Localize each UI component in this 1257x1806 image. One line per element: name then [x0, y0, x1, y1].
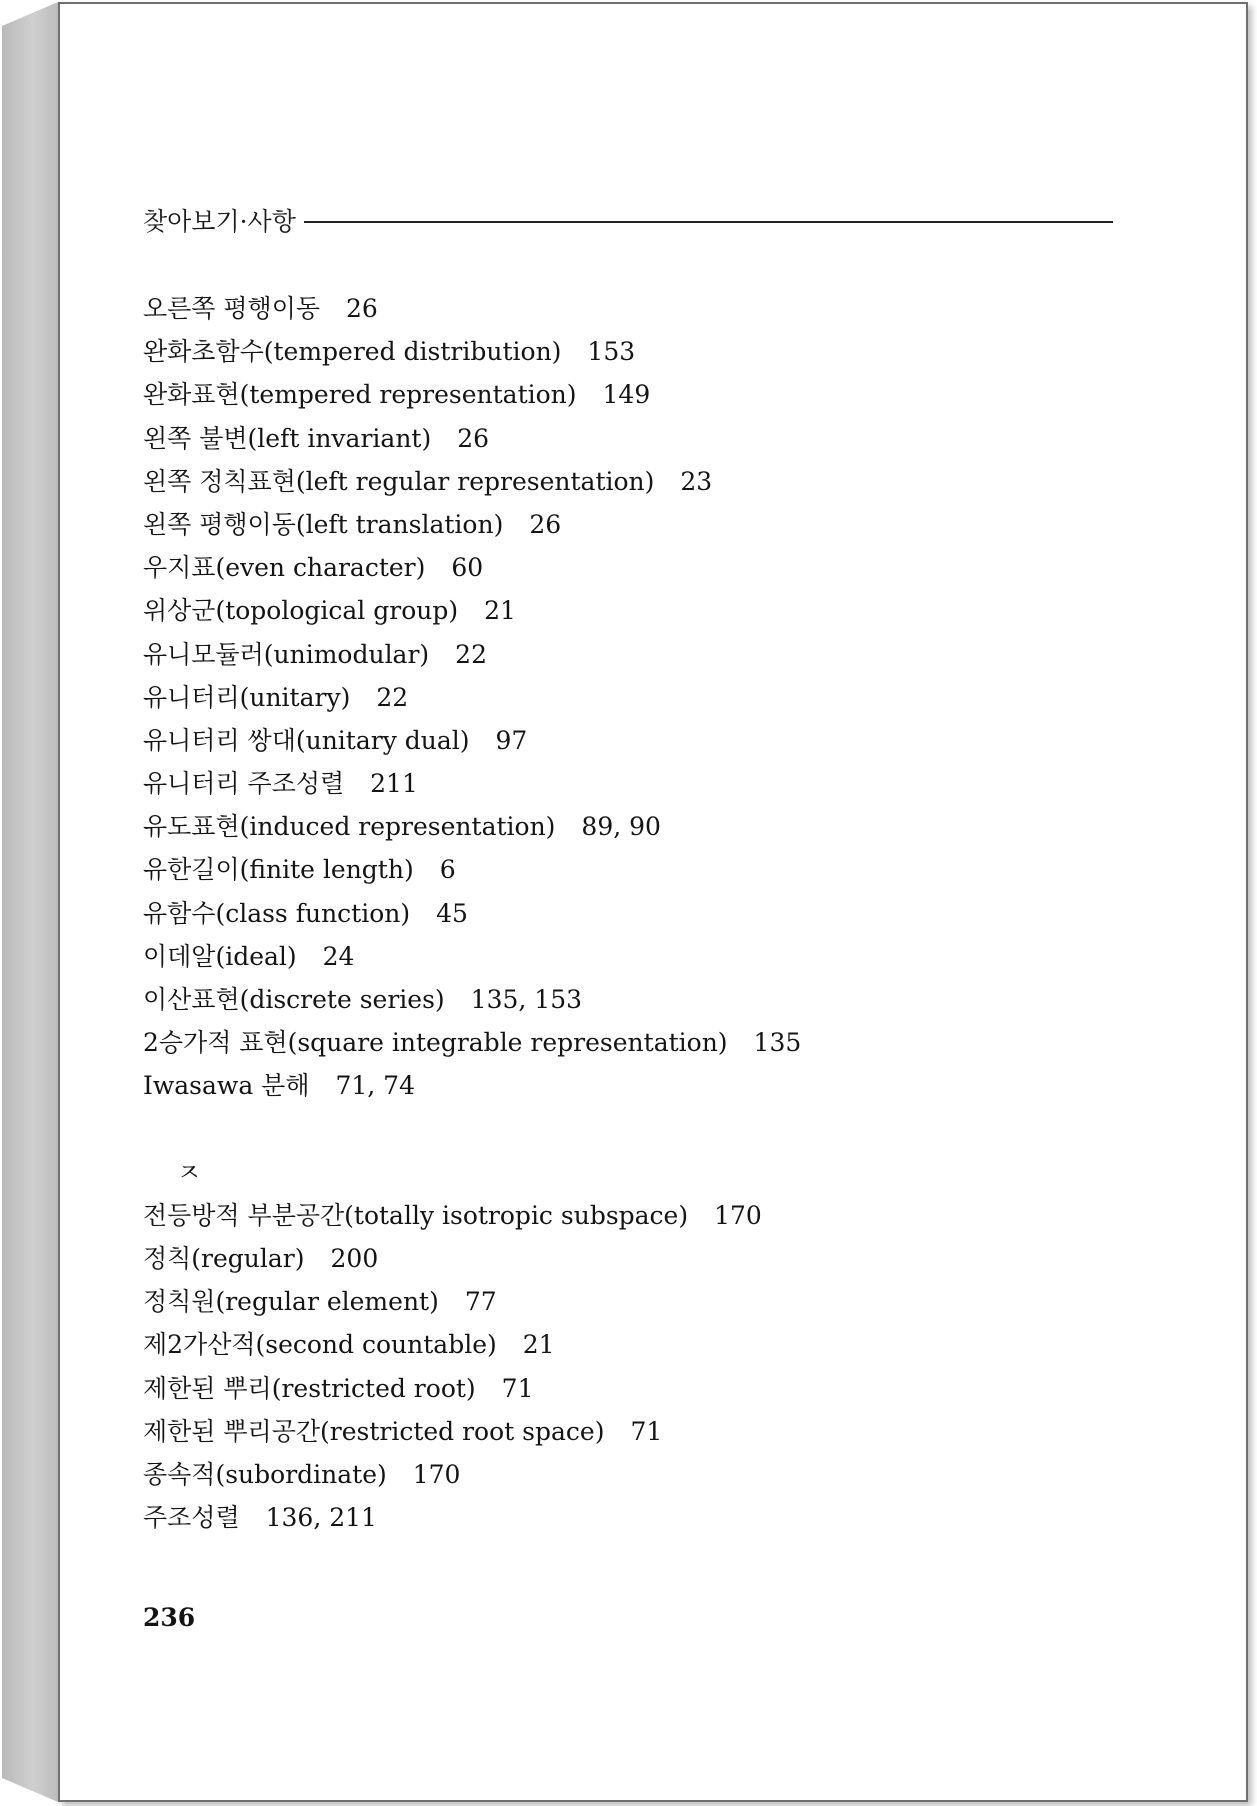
index-entry — [143, 460, 1143, 503]
entry-term: 전등방적 부분공간(totally isotropic subspace) — [143, 1200, 689, 1230]
index-entry — [143, 762, 1143, 805]
entry-pages: 26 — [529, 509, 562, 539]
entry-pages: 135, 153 — [470, 985, 582, 1014]
header-rule — [304, 221, 1113, 223]
entry-pages: 26 — [457, 423, 490, 453]
index-entry — [143, 1323, 1143, 1366]
index-entry — [143, 676, 1143, 719]
index-entry — [143, 805, 1143, 848]
entry-term: 완화표현(tempered representation) — [143, 380, 577, 410]
entry-term: 왼쪽 정칙표현(left regular representation) — [143, 466, 655, 496]
index-entry — [143, 546, 1143, 589]
entry-term: 제한된 뿌리공간(restricted root space) — [143, 1416, 605, 1446]
entry-term: 위상군(topological group) — [143, 596, 459, 626]
index-entry — [143, 633, 1143, 676]
index-entry — [143, 589, 1143, 632]
page-number: 236 — [143, 1603, 196, 1632]
index-entry — [143, 1367, 1143, 1410]
entry-pages: 170 — [714, 1200, 762, 1230]
entry-term: 유도표현(induced representation) — [143, 812, 556, 842]
index-entry — [143, 1194, 1143, 1237]
index-entry — [143, 978, 1143, 1021]
index-entry — [143, 330, 1143, 373]
entry-pages: 23 — [680, 466, 713, 496]
entry-term: 제한된 뿌리(restricted root) — [143, 1373, 476, 1403]
entry-term: 이데알(ideal) — [143, 941, 297, 971]
index-entry — [143, 719, 1143, 762]
header-title: 찾아보기·사항 — [143, 207, 296, 236]
index-list-b — [143, 1194, 1143, 1540]
index-entry — [143, 892, 1143, 935]
entry-pages: 200 — [330, 1243, 379, 1273]
entry-pages: 22 — [455, 639, 487, 669]
entry-pages: 153 — [587, 337, 636, 367]
entry-term: 유니모듈러(unimodular) — [143, 639, 430, 669]
index-entry — [143, 373, 1143, 416]
index-entry — [143, 503, 1143, 546]
entry-pages: 60 — [451, 553, 484, 583]
index-entry — [143, 1064, 1143, 1107]
entry-pages: 71 — [501, 1373, 534, 1403]
entry-pages: 21 — [484, 596, 516, 626]
index-entry — [143, 1410, 1143, 1453]
entry-term: 2승가적 표현(square integrable representation) — [143, 1028, 728, 1058]
entry-term: 왼쪽 불변(left invariant) — [143, 423, 432, 453]
entry-pages: 45 — [436, 898, 468, 928]
entry-term: 종속적(subordinate) — [143, 1459, 387, 1489]
entry-pages: 97 — [495, 725, 528, 755]
index-entries — [143, 287, 1143, 1539]
entry-term: 오른쪽 평행이동 — [143, 294, 320, 323]
index-entry — [143, 287, 1143, 330]
index-entry — [143, 1280, 1143, 1323]
entry-pages: 89, 90 — [581, 812, 661, 842]
section-gap — [143, 1108, 1143, 1151]
entry-term: 유니터리 쌍대(unitary dual) — [143, 725, 470, 755]
running-header — [143, 200, 1113, 240]
entry-pages: 170 — [412, 1459, 461, 1489]
index-list-a — [143, 287, 1143, 1108]
entry-term: 이산표현(discrete series) — [143, 985, 445, 1014]
index-entry — [143, 417, 1143, 460]
entry-pages: 26 — [346, 294, 378, 323]
entry-pages: 77 — [464, 1287, 497, 1317]
index-entry — [143, 1237, 1143, 1280]
index-entry — [143, 935, 1143, 978]
entry-pages: 211 — [370, 769, 418, 799]
entry-term: 제2가산적(second countable) — [143, 1330, 497, 1360]
entry-term: 주조성렬 — [143, 1503, 240, 1533]
entry-term: 유니터리 주조성렬 — [143, 769, 345, 799]
entry-pages: 21 — [522, 1330, 555, 1360]
entry-pages: 71 — [630, 1416, 663, 1446]
index-entry — [143, 1021, 1143, 1064]
entry-pages: 6 — [439, 855, 456, 885]
index-entry — [143, 1453, 1143, 1496]
entry-term: Iwasawa 분해 — [143, 1071, 310, 1101]
entry-pages: 135 — [753, 1028, 802, 1058]
entry-pages: 71, 74 — [335, 1071, 415, 1101]
entry-term: 유한길이(finite length) — [143, 855, 414, 885]
entry-term: 왼쪽 평행이동(left translation) — [143, 509, 504, 539]
index-entry — [143, 1496, 1143, 1539]
index-entry — [143, 848, 1143, 891]
entry-pages: 136, 211 — [265, 1503, 377, 1533]
entry-term: 정칙(regular) — [143, 1243, 305, 1273]
book-spine — [2, 2, 58, 1802]
entry-term: 완화초함수(tempered distribution) — [143, 337, 562, 367]
entry-pages: 149 — [602, 380, 651, 410]
entry-term: 유니터리(unitary) — [143, 682, 351, 712]
entry-term: 우지표(even character) — [143, 553, 426, 583]
section-letter: ㅈ — [177, 1157, 202, 1187]
entry-pages: 24 — [322, 941, 355, 971]
entry-term: 유함수(class function) — [143, 898, 411, 928]
entry-pages: 22 — [376, 682, 409, 712]
entry-term: 정칙원(regular element) — [143, 1287, 439, 1317]
